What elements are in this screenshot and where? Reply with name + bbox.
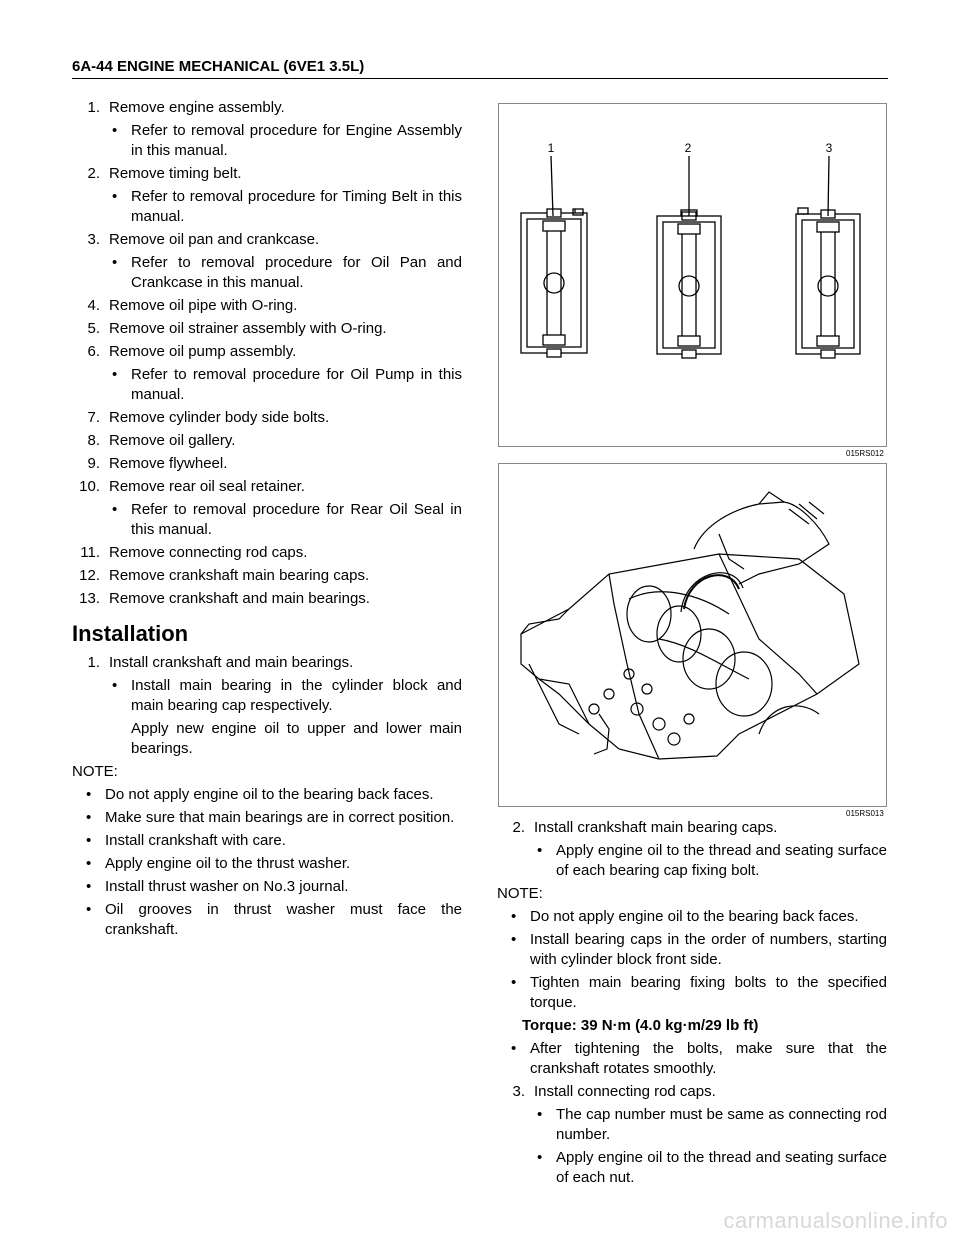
bullet-icon: •: [86, 855, 92, 872]
bullet-icon: •: [86, 809, 92, 826]
installation-heading: Installation: [72, 621, 189, 646]
bullet-icon: •: [511, 908, 517, 925]
step-11: 11. Remove connecting rod caps.: [80, 544, 308, 561]
page-title: 6A-44 ENGINE MECHANICAL (6VE1 3.5L): [72, 58, 365, 75]
note-item: • Install thrust washer on No.3 journal.: [86, 878, 349, 895]
bullet-icon: •: [86, 878, 92, 895]
install-step-1-text: Apply new engine oil to upper and lower main bearings.: [131, 720, 462, 757]
bearing-caps-drawing: [499, 104, 886, 446]
step-3: 3. Remove oil pan and crankcase.: [87, 231, 320, 248]
watermark: carmanualsonline.info: [723, 1208, 948, 1233]
figure-bearing-caps: [498, 103, 887, 447]
step-3-bullet: • Refer to removal procedure for Oil Pan and Crankcase in this manual.: [112, 254, 462, 291]
bullet-icon: •: [112, 188, 118, 205]
step-7: 7. Remove cylinder body side bolts.: [87, 409, 330, 426]
figure-crankshaft-installation: [498, 463, 887, 807]
note-item: • Tighten main bearing fixing bolts to the specified torque.: [511, 974, 887, 1011]
callout-1: 1: [547, 141, 555, 155]
step-10-bullet: • Refer to removal procedure for Rear Oil Seal in this manual.: [112, 501, 462, 538]
install-step-2: 2. Install crankshaft main bearing caps.: [512, 819, 778, 836]
install-step-2-bullet: • Apply engine oil to the thread and seating surface of each bearing cap fixing bolt.: [537, 842, 887, 879]
note-item: • After tightening the bolts, make sure that the crankshaft rotates smoothly.: [511, 1040, 887, 1077]
figure-1-label: 015RS012: [846, 449, 884, 458]
step-6-bullet: • Refer to removal procedure for Oil Pump in this manual.: [112, 366, 462, 403]
step-1-bullet: • Refer to removal procedure for Engine Assembly in this manual.: [112, 122, 462, 159]
step-5: 5. Remove oil strainer assembly with O-ring.: [87, 320, 387, 337]
step-4: 4. Remove oil pipe with O-ring.: [87, 297, 298, 314]
bullet-icon: •: [86, 786, 92, 803]
callout-3: 3: [825, 141, 833, 155]
step-1: 1. Remove engine assembly.: [87, 99, 285, 116]
note-item: • Install bearing caps in the order of numbers, starting with cylinder block front side.: [511, 931, 887, 968]
step-13: 13. Remove crankshaft and main bearings.: [79, 590, 370, 607]
note-item: • Install crankshaft with care.: [86, 832, 286, 849]
right-column: [497, 818, 887, 1191]
step-9: 9. Remove flywheel.: [87, 455, 228, 472]
torque-spec: Torque: 39 N·m (4.0 kg·m/29 lb ft): [522, 1017, 759, 1034]
bullet-icon: •: [511, 931, 517, 948]
note-item: • Do not apply engine oil to the bearing back faces.: [86, 786, 434, 803]
bullet-icon: •: [86, 901, 92, 918]
note-item: • Make sure that main bearings are in correct position.: [86, 809, 455, 826]
install-step-3-bullet: • The cap number must be same as connecting rod number.: [537, 1106, 887, 1143]
note-label: NOTE:: [497, 885, 543, 902]
step-2-bullet: • Refer to removal procedure for Timing Belt in this manual.: [112, 188, 462, 225]
page-header: [72, 58, 888, 79]
bullet-icon: •: [537, 1149, 543, 1166]
note-item: • Oil grooves in thrust washer must face the crankshaft.: [86, 901, 462, 938]
bullet-icon: •: [112, 366, 118, 383]
bullet-icon: •: [511, 1040, 517, 1057]
bullet-icon: •: [112, 677, 118, 694]
note-label: NOTE:: [72, 763, 118, 780]
note-item: • Do not apply engine oil to the bearing back faces.: [511, 908, 859, 925]
bullet-icon: •: [86, 832, 92, 849]
figure-2-label: 015RS013: [846, 809, 884, 818]
bullet-icon: •: [537, 842, 543, 859]
step-2: 2. Remove timing belt.: [87, 165, 242, 182]
step-12: 12. Remove crankshaft main bearing caps.: [79, 567, 370, 584]
bullet-icon: •: [511, 974, 517, 991]
left-column: [72, 98, 462, 943]
bullet-icon: •: [537, 1106, 543, 1123]
install-step-3-bullet: • Apply engine oil to the thread and seating surface of each nut.: [537, 1149, 887, 1186]
callout-2: 2: [684, 141, 692, 155]
step-10: 10. Remove rear oil seal retainer.: [79, 478, 305, 495]
step-6: 6. Remove oil pump assembly.: [87, 343, 297, 360]
note-item: • Apply engine oil to the thrust washer.: [86, 855, 351, 872]
install-step-3: 3. Install connecting rod caps.: [512, 1083, 716, 1100]
bullet-icon: •: [112, 501, 118, 518]
install-step-1-bullet: • Install main bearing in the cylinder block and main bearing cap respectively.: [112, 677, 462, 714]
bullet-icon: •: [112, 254, 118, 271]
bullet-icon: •: [112, 122, 118, 139]
install-step-1: 1. Install crankshaft and main bearings.: [87, 654, 354, 671]
step-8: 8. Remove oil gallery.: [87, 432, 236, 449]
crankshaft-drawing: [499, 464, 886, 806]
